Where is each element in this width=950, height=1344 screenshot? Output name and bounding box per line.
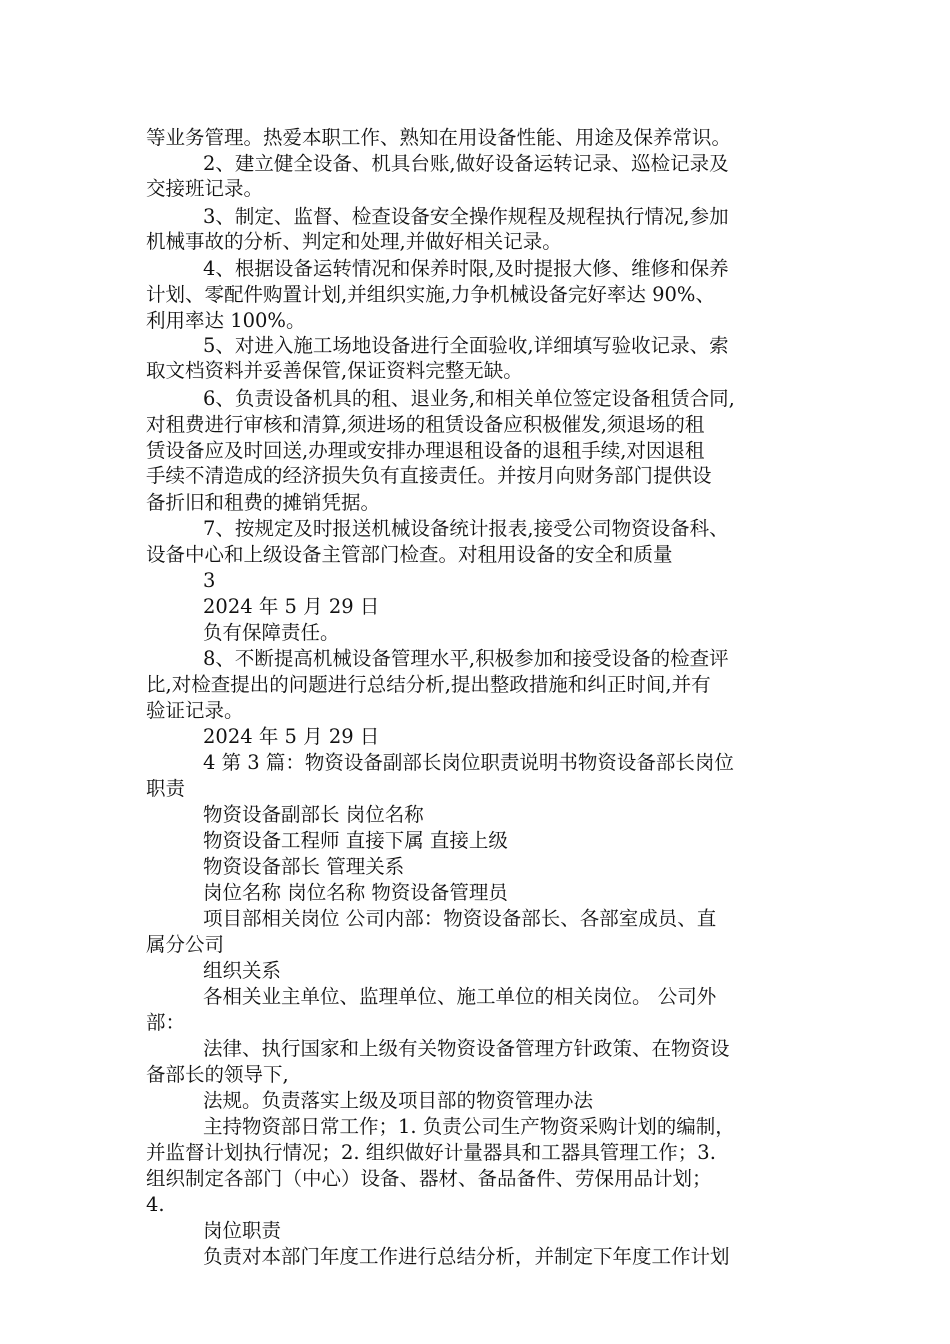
- text-line: 各相关业主单位、监理单位、施工单位的相关岗位。 公司外: [203, 985, 717, 1008]
- text-line: 物资设备副部长 岗位名称: [203, 803, 424, 826]
- text-line: 交接班记录。: [146, 177, 264, 200]
- text-line: 8、不断提高机械设备管理水平,积极参加和接受设备的检查评: [203, 647, 729, 670]
- text-line: 4.: [146, 1193, 165, 1216]
- text-line: 组织关系: [203, 959, 282, 982]
- text-line: 6、负责设备机具的租、退业务,和相关单位签定设备租赁合同,: [203, 387, 735, 410]
- text-line: 对租费进行审核和清算,须进场的租赁设备应积极催发,须退场的租: [146, 413, 705, 436]
- text-line: 4、根据设备运转情况和保养时限,及时提报大修、维修和保养: [203, 257, 729, 280]
- text-line: 法律、执行国家和上级有关物资设备管理方针政策、在物资设: [203, 1037, 730, 1060]
- text-line: 备折旧和租费的摊销凭据。: [146, 491, 381, 514]
- text-line: 5、对进入施工场地设备进行全面验收,详细填写验收记录、索: [203, 334, 729, 357]
- text-line: 属分公司: [146, 933, 225, 956]
- text-line: 备部长的领导下,: [146, 1063, 289, 1086]
- text-line: 项目部相关岗位 公司内部：物资设备部长、各部室成员、直: [203, 907, 717, 930]
- text-line: 等业务管理。热爱本职工作、熟知在用设备性能、用途及保养常识。: [146, 126, 732, 149]
- text-line: 比,对检查提出的问题进行总结分析,提出整政措施和纠正时间,并有: [146, 673, 711, 696]
- text-line: 组织制定各部门（中心）设备、器材、备品备件、劳保用品计划；: [146, 1167, 712, 1190]
- text-line: 3、制定、监督、检查设备安全操作规程及规程执行情况,参加: [203, 205, 729, 228]
- text-line: 机械事故的分析、判定和处理,并做好相关记录。: [146, 230, 562, 253]
- text-line: 利用率达 100%。: [146, 309, 306, 332]
- text-line: 并监督计划执行情况；2. 组织做好计量器具和工器具管理工作；3.: [146, 1141, 716, 1164]
- page-number: 3: [203, 569, 216, 592]
- text-line: 取文档资料并妥善保管,保证资料完整无缺。: [146, 359, 523, 382]
- text-line: 负责对本部门年度工作进行总结分析，并制定下年度工作计划: [203, 1245, 730, 1268]
- text-line: 验证记录。: [146, 699, 244, 722]
- text-line: 2、建立健全设备、机具台账,做好设备运转记录、巡检记录及: [203, 152, 729, 175]
- text-line: 主持物资部日常工作；1. 负责公司生产物资采购计划的编制，: [203, 1115, 735, 1138]
- text-line: 赁设备应及时回送,办理或安排办理退租设备的退租手续,对因退租: [146, 439, 705, 462]
- text-line: 岗位名称 岗位名称 物资设备管理员: [203, 881, 508, 904]
- text-line: 7、按规定及时报送机械设备统计报表,接受公司物资设备科、: [203, 517, 729, 540]
- text-line: 物资设备部长 管理关系: [203, 855, 405, 878]
- text-line: 法规。负责落实上级及项目部的物资管理办法: [203, 1089, 594, 1112]
- date-line: 2024 年 5 月 29 日: [203, 725, 380, 748]
- text-line: 岗位职责: [203, 1219, 282, 1242]
- text-line: 计划、零配件购置计划,并组织实施,力争机械设备完好率达 90%、: [146, 283, 715, 306]
- text-line: 手续不清造成的经济损失负有直接责任。并按月向财务部门提供设: [146, 464, 712, 487]
- text-line: 部：: [146, 1011, 186, 1034]
- text-line: 负有保障责任。: [203, 621, 340, 644]
- date-line: 2024 年 5 月 29 日: [203, 595, 380, 618]
- text-line: 设备中心和上级设备主管部门检查。对租用设备的安全和质量: [146, 543, 673, 566]
- text-line: 物资设备工程师 直接下属 直接上级: [203, 829, 508, 852]
- section-heading-cont: 职责: [146, 777, 186, 800]
- section-heading: 4 第 3 篇：物资设备副部长岗位职责说明书物资设备部长岗位: [203, 751, 734, 774]
